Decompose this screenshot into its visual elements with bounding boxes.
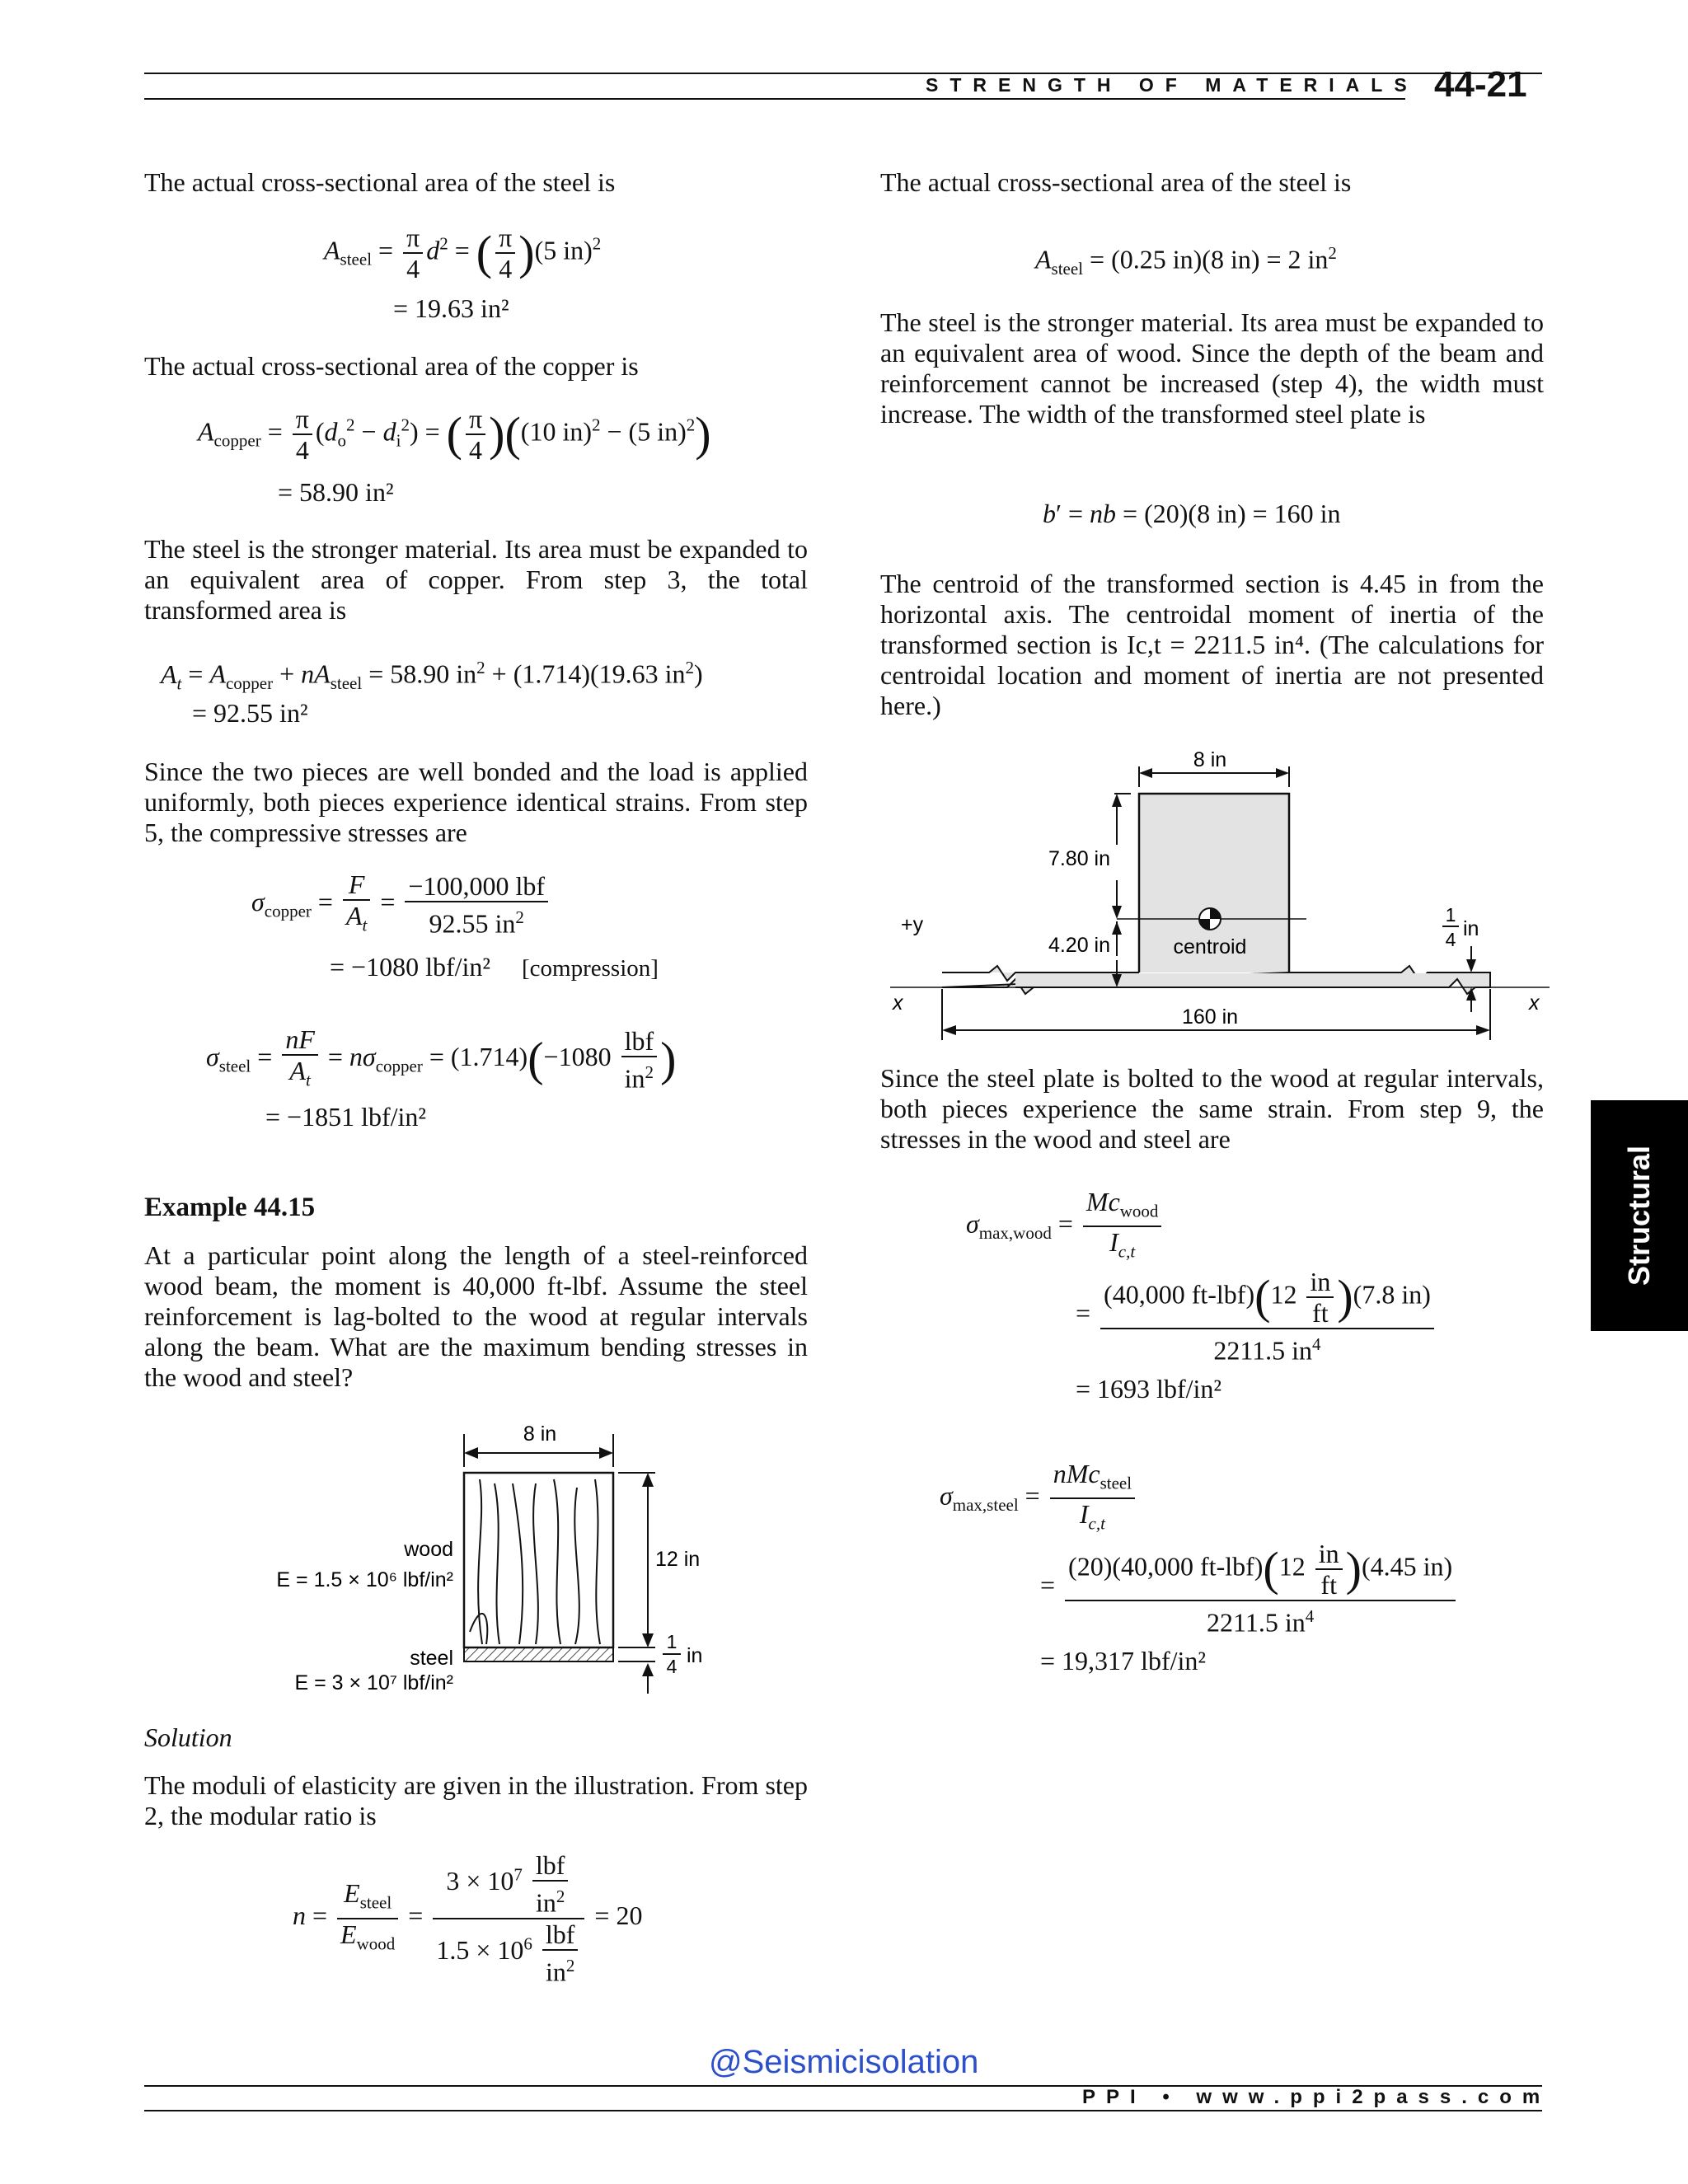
y-axis-label: +y (901, 913, 924, 936)
equation-sigma-wood-result: = 1693 lbf/in² (1076, 1374, 1221, 1404)
example-title: Example 44.15 (144, 1193, 316, 1222)
paragraph: The actual cross-sectional area of the steel is (144, 167, 616, 197)
height-label: 12 in (655, 1548, 701, 1571)
page-number: 44-21 (1434, 64, 1527, 105)
watermark: @Seismicisolation (709, 2044, 979, 2080)
equation-asteel-result: = 19.63 in² (393, 293, 509, 323)
equation-acopper-result: = 58.90 in² (278, 477, 394, 507)
footer-rule-bottom (144, 2110, 1542, 2111)
equation-acopper: $A_{copper}$ = $\frac{\pi}{4}$ $(d_o^2 - d_i^2)$ = ( $\frac{\pi}{4}$ )((10 in)$^2$ − (5 in)$^2$) (198, 404, 711, 465)
equation-sigma-wood-sub: = (40,000 ft-lbf)(12 $\frac{in}{ft}$ )(7.8 in) 2211.5 $in^4$ (1076, 1267, 1437, 1366)
plate-thickness-unit: in (687, 1644, 703, 1667)
equation-modular-ratio: n = $\frac{E_{steel}}{E_{wood}}$ = $3 \times 10^7$ $\frac{\text{lbf}}{in^2}$ $1.5 \times 10^6$ $\frac{\text{lbf}}{in^2}$ = 20 (293, 1850, 643, 1987)
example-text: At a particular point along the length of a steel-reinforced wood beam, the moment is 40,000 ft-lbf. Assume the steel reinforcement is lag-bolted to the wood at regular intervals along the beam. What are the maximum bending stresses in the wood and steel? (144, 1240, 808, 1392)
plate-thickness-num: 1 (666, 1631, 678, 1652)
bottom-width-label: 160 in (1181, 1005, 1239, 1029)
paragraph: The steel is the stronger material. Its area must be expanded to an equivalent area of copper. From step 3, the total transformed area is (144, 534, 808, 625)
equation-bprime: b′ = nb = (20)(8 in) = 160 in (1043, 499, 1341, 528)
equation-sigma-steel-max: $\sigma_{max,steel}$ = $\frac{nMc_{steel}}{I_{c,t}}$ (940, 1459, 1138, 1539)
paragraph: The moduli of elasticity are given in the illustration. From step 2, the modular ratio is (144, 1770, 808, 1830)
equation-asteel-plate: $A_{steel} = (0.25$ in)(8 in) = 2 $in^2$ (1035, 243, 1337, 279)
x-axis-right-label: x (1529, 991, 1540, 1015)
footer-text: PPI • www.ppi2pass.com (1082, 2086, 1551, 2108)
steel-label: steel (410, 1647, 453, 1670)
section-title: STRENGTH OF MATERIALS (926, 74, 1418, 96)
paragraph: The actual cross-sectional area of the steel is (880, 167, 1352, 197)
equation-sigma-steel-max-sub: = (20)(40,000 ft-lbf)(12 $\frac{in}{ft}$ )(4.45 in) 2211.5 $in^4$ (1040, 1539, 1459, 1638)
equation-at: $A_t = A_{copper} + nA_{steel} = 58.90$ $in^2 + (1.714)(19.63$ $in^2$) (161, 658, 703, 694)
wood-label: wood (404, 1538, 453, 1561)
equation-sigma-steel-result: = −1851 lbf/in² (265, 1102, 427, 1132)
plate-thickness-num: 1 (1445, 904, 1456, 926)
x-axis-left-label: x (893, 991, 903, 1015)
side-tab-label: Structural (1622, 1145, 1656, 1286)
steel-modulus-label: E = 3 × 10⁷ lbf/in² (294, 1671, 453, 1694)
result-value: = −1080 lbf/in² (330, 952, 491, 982)
width-label: 8 in (523, 1422, 557, 1446)
paragraph: Since the two pieces are well bonded and the load is applied uniformly, both pieces experience identical strains. From step 5, the compressive stresses are (144, 757, 808, 847)
equation-asteel: $A_{steel}$ = $\frac{\pi}{4}$ $d^2$ = ( $\frac{\pi}{4}$ )(5 in)$^2$ (324, 223, 602, 284)
centroid-label: centroid (1173, 935, 1247, 958)
wood-modulus-label: E = 1.5 × 10⁶ lbf/in² (276, 1568, 453, 1591)
paragraph: The steel is the stronger material. Its area must be expanded to an equivalent area of wood. Since the depth of the beam and reinforcement cannot be increased (step 4), the width must increase. The width of the transformed steel plate is (880, 307, 1544, 429)
lower-distance-label: 4.20 in (1048, 934, 1110, 957)
solution-label: Solution (144, 1722, 232, 1752)
paragraph: The actual cross-sectional area of the copper is (144, 351, 639, 381)
equation-sigma-copper: $\sigma_{copper}$ = $\frac{F}{A_t}$ = $\frac{\text{−100,000 lbf}}{92.55 in^2}$ (251, 869, 551, 940)
section-side-tab (1591, 1100, 1688, 1331)
equation-sigma-steel: $\sigma_{steel}$ = $\frac{nF}{A_t}$ = $n\sigma_{copper} = (1.714)(-1080$ $\frac{\text{lbf}}{in^2}$ ) (206, 1024, 677, 1094)
equation-sigma-wood: $\sigma_{max,wood}$ = $\frac{Mc_{wood}}{I_{c,t}}$ (966, 1187, 1165, 1267)
paragraph: The centroid of the transformed section is 4.45 in from the horizontal axis. The centroidal moment of inertia of the transformed section is Ic,t = 2211.5 in⁴. (The calculations for centroidal location and moment of inertia are not presented here.) (880, 569, 1544, 720)
top-width-label: 8 in (1193, 748, 1227, 771)
upper-distance-label: 7.80 in (1048, 847, 1110, 870)
equation-at-result: = 92.55 in² (192, 698, 308, 728)
compression-note: [compression] (522, 955, 659, 982)
plate-thickness-den: 4 (666, 1656, 678, 1677)
paragraph: Since the steel plate is bolted to the wood at regular intervals, both pieces experience the same strain. From step 9, the stresses in the wood and steel are (880, 1063, 1544, 1154)
header-rule-bottom (144, 98, 1405, 100)
equation-sigma-copper-result (330, 950, 659, 985)
transformed-section-figure (882, 742, 1558, 1047)
equation-sigma-steel-max-result: = 19,317 lbf/in² (1040, 1646, 1206, 1675)
wood-beam-figure (231, 1416, 725, 1696)
plate-thickness-unit: in (1463, 917, 1479, 940)
plate-thickness-den: 4 (1445, 929, 1456, 950)
